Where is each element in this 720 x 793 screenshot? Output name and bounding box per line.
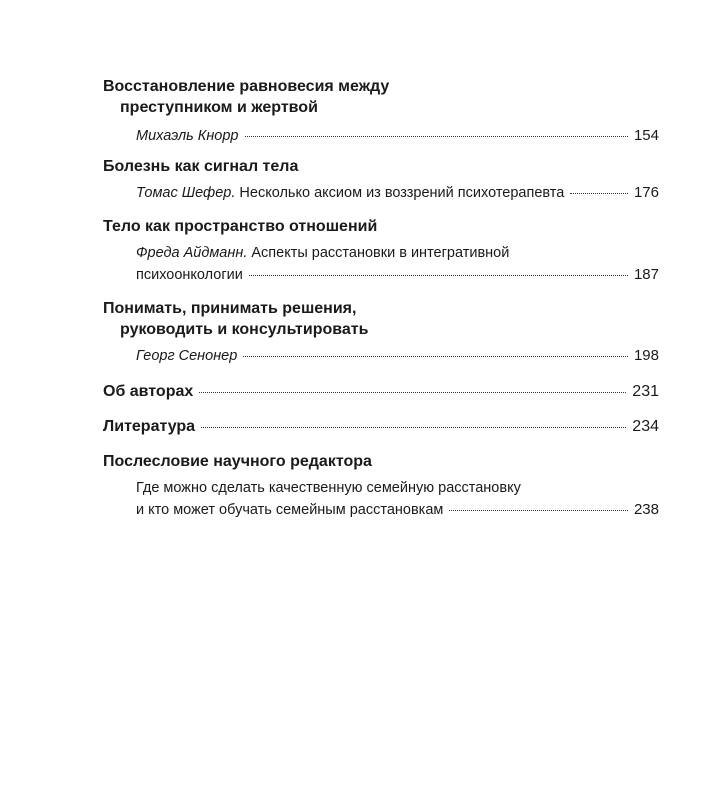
section-title-line: преступником и жертвой bbox=[120, 99, 318, 116]
entry-text bbox=[136, 182, 564, 204]
toc-entry bbox=[103, 125, 659, 147]
dot-leader bbox=[201, 427, 626, 428]
page-number: 234 bbox=[632, 418, 659, 435]
entry-author: Михаэль Кнорр bbox=[136, 128, 239, 144]
dot-leader bbox=[199, 392, 626, 393]
section-title bbox=[103, 298, 659, 340]
section-title-line: Восстановление равновесия между bbox=[103, 78, 390, 95]
entry-author: Георг Сенонер bbox=[136, 348, 238, 364]
toc-section bbox=[103, 76, 659, 147]
dot-leader bbox=[243, 356, 628, 357]
section-title-line: Понимать, принимать решения, bbox=[103, 300, 357, 317]
dot-leader bbox=[449, 510, 628, 511]
toc-section bbox=[103, 156, 659, 204]
entry-text-line bbox=[136, 499, 659, 521]
entry-title: Аспекты расстановки в интегративной bbox=[247, 245, 510, 261]
section-title: Болезнь как сигнал тела bbox=[103, 158, 299, 175]
section-title: Послесловие научного редактора bbox=[103, 453, 372, 470]
table-of-contents bbox=[103, 76, 659, 535]
entry-text-line bbox=[136, 264, 659, 286]
toc-section bbox=[103, 216, 659, 286]
dot-leader bbox=[245, 136, 628, 137]
entry-text-line bbox=[136, 242, 659, 264]
dot-leader bbox=[570, 193, 628, 194]
toc-section bbox=[103, 381, 659, 402]
page-number: 187 bbox=[633, 266, 659, 283]
toc-entry bbox=[103, 345, 659, 367]
entry-title: и кто может обучать семейным расстановкам bbox=[136, 502, 444, 518]
section-title: Литература bbox=[103, 418, 196, 435]
toc-entry bbox=[103, 242, 659, 286]
toc-entry bbox=[103, 182, 659, 204]
toc-section bbox=[103, 298, 659, 367]
entry-author: Фреда Айдманн. bbox=[136, 245, 248, 261]
page-number: 231 bbox=[632, 383, 659, 400]
toc-section bbox=[103, 416, 659, 437]
toc-entry bbox=[103, 477, 659, 521]
entry-title: психоонкологии bbox=[136, 267, 243, 283]
page-number: 176 bbox=[633, 184, 659, 201]
entry-author: Томас Шефер. bbox=[136, 185, 236, 201]
toc-section bbox=[103, 451, 659, 521]
section-title bbox=[103, 76, 659, 118]
section-title: Об авторах bbox=[103, 383, 194, 400]
page-number: 198 bbox=[633, 347, 659, 364]
entry-text-line: Где можно сделать качественную семейную расстановку bbox=[136, 480, 521, 496]
section-title: Тело как пространство отношений bbox=[103, 218, 378, 235]
page-number: 154 bbox=[633, 127, 659, 144]
entry-title: Несколько аксиом из воззрений психотерапевта bbox=[235, 185, 565, 201]
dot-leader bbox=[249, 275, 628, 276]
page-number: 238 bbox=[633, 501, 659, 518]
section-title-line: руководить и консультировать bbox=[120, 321, 369, 338]
